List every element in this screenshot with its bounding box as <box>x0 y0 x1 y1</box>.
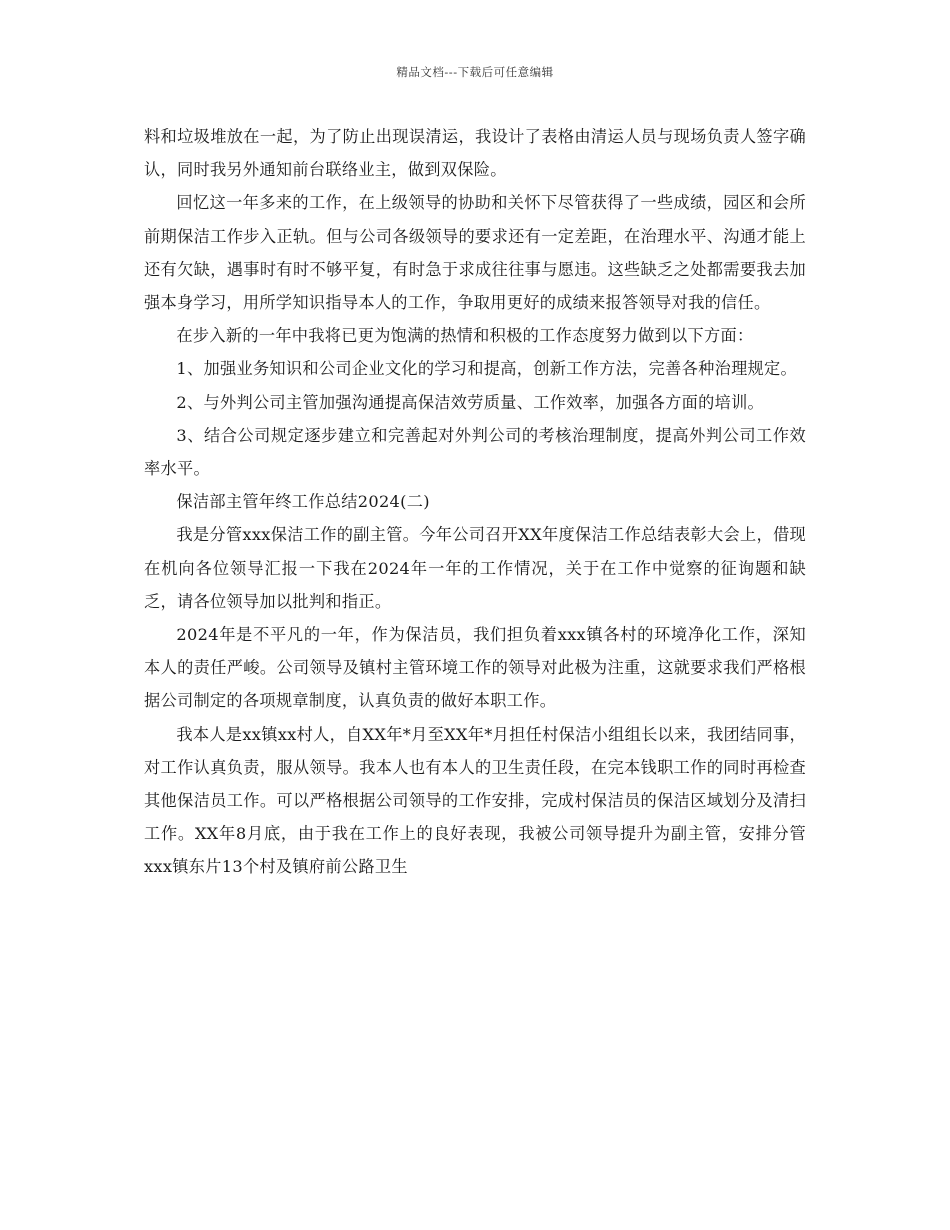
section-title: 保洁部主管年终工作总结2024(二) <box>176 492 430 512</box>
paragraph: 回忆这一年多来的工作，在上级领导的协助和关怀下尽管获得了一些成绩，园区和会所前期保洁工作步入正轨。但与公司各级领导的要求还有一定差距，在治理水平、沟通才能上还有欠缺，遇事时有时不够平复，有时急于求成往往事与愿违。这些缺乏之处都需要我去加强本身学习，用所学知识指导本人的工作，争取用更好的成绩来报答领导对我的信任。 <box>144 193 806 313</box>
paragraph: 我本人是xx镇xx村人，自XX年*月至XX年*月担任村保洁小组组长以来，我团结同事，对工作认真负责，服从领导。我本人也有本人的卫生责任段，在完本钱职工作的同时再检查其他保洁员工作。可以严格根据公司领导的工作安排，完成村保洁员的保洁区域划分及清扫工作。XX年8月底，由于我在工作上的良好表现，我被公司领导提升为副主管，安排分管xxx镇东片13个村及镇府前公路卫生 <box>144 724 806 877</box>
paragraph: 2024年是不平凡的一年，作为保洁员，我们担负着xxx镇各村的环境净化工作，深知本人的责任严峻。公司领导及镇村主管环境工作的领导对此极为注重，这就要求我们严格根据公司制定的各项规章制度，认真负责的做好本职工作。 <box>144 625 806 711</box>
paragraph: 在步入新的一年中我将已更为饱满的热情和积极的工作态度努力做到以下方面： <box>176 326 754 346</box>
page-header: 精品文档---下载后可任意编辑 <box>396 65 554 79</box>
list-item: 3、结合公司规定逐步建立和完善起对外判公司的考核治理制度，提高外判公司工作效率水平。 <box>144 425 806 479</box>
list-item: 2、与外判公司主管加强沟通提高保洁效劳质量、工作效率，加强各方面的培训。 <box>176 392 765 412</box>
paragraph: 我是分管xxx保洁工作的副主管。今年公司召开XX年度保洁工作总结表彰大会上，借现在机向各位领导汇报一下我在2024年一年的工作情况，关于在工作中觉察的征询题和缺乏，请各位领导加以批判和指正。 <box>144 525 806 611</box>
paragraph: 料和垃圾堆放在一起，为了防止出现误清运，我设计了表格由清运人员与现场负责人签字确认，同时我另外通知前台联络业主，做到双保险。 <box>144 127 806 180</box>
list-item: 1、加强业务知识和公司企业文化的学习和提高，创新工作方法，完善各种治理规定。 <box>176 359 798 379</box>
document-body <box>144 120 806 884</box>
